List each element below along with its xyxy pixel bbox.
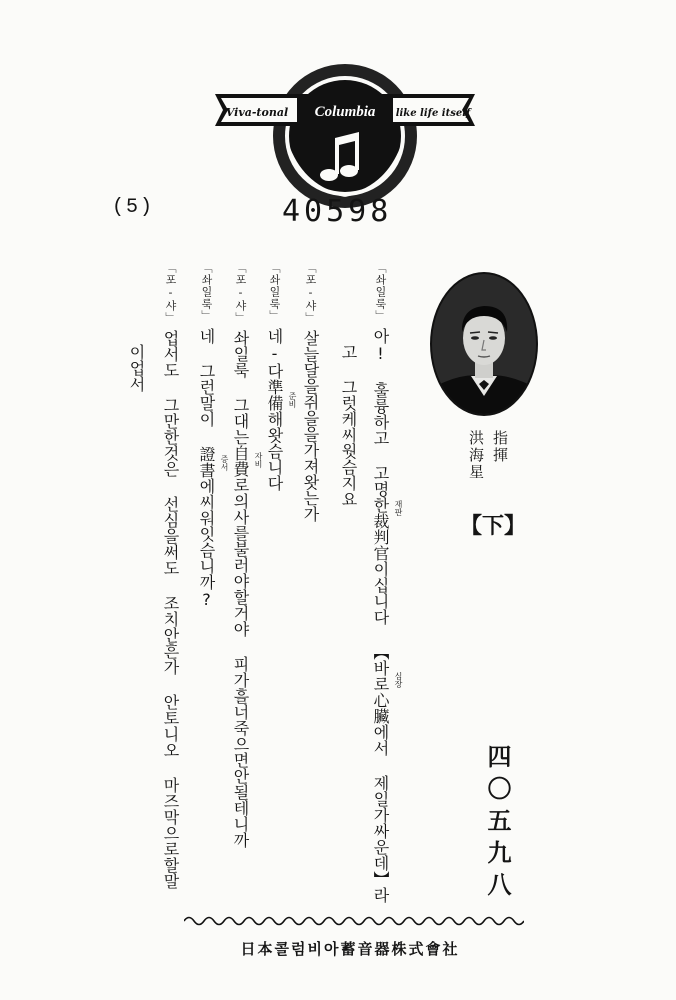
speaker-label: 「솨일룩」 [268,262,281,322]
speaker-label: 「포-샤」 [234,262,247,324]
speaker-label: 「포-샤」 [164,262,177,324]
dialogue-text: 아! 훌륭하고 고명한裁判官이십니다 【바로心臟에서 제일가싸운데】라 [371,328,390,903]
logo-left-text: Viva-tonal [225,106,289,119]
ruby-annotation: 준비 [288,392,297,408]
publisher-footer: 日本콜럼비아蓄音器株式會社 [240,940,460,958]
script-line-4 [266,262,282,491]
ruby-annotation: 심장 [394,672,403,688]
catalog-number-kanji: 四〇五九八 [483,744,512,904]
dialogue-text: 네 그런말이 證書에씨워잇슴니까? [197,328,216,609]
ruby-annotation: 증서 [220,455,229,471]
script-line-3 [302,262,318,522]
speaker-label: 「솨일룩」 [374,262,387,322]
conductor-name: 洪海星 [467,430,485,481]
side-label: 【下】 [460,513,527,539]
dialogue-text: 업서도 그만한것은 선심을써도 조치안흔가 안토니오 마즈막으로할말 [161,330,180,889]
script-line-5 [232,262,248,848]
script-line-1 [372,262,388,903]
ruby-annotation: 자비 [254,452,263,468]
conductor-role: 指揮 [491,430,509,464]
catalog-number: 40598 [282,194,393,229]
logo-brand-text: Columbia [314,104,376,120]
columbia-logo [205,38,485,218]
dialogue-text: 솨일룩 그대는自費로의사를불러야할거야 피가흘너죽으면안될테니까 [231,330,250,848]
ruby-annotation: 재판 [394,500,403,516]
logo-right-text: like life itself [395,108,471,119]
conductor-portrait [429,272,539,417]
wavy-divider [184,910,524,932]
dialogue-text: 이업서 [127,344,146,392]
script-line-8 [128,344,144,392]
script-line-7 [162,262,178,889]
speaker-label: 「포-샤」 [304,262,317,324]
script-line-6 [198,262,214,609]
dialogue-text: 네-다準備해왓슴니다 [265,328,284,491]
dialogue-text: 살늘달을쥐을을가져왓는가 [301,330,320,522]
dialogue-text: 고 그럿케씨웟슴지요 [339,344,358,507]
script-line-2 [340,344,356,507]
page-number: (5) [112,196,155,219]
speaker-label: 「솨일룩」 [200,262,213,322]
